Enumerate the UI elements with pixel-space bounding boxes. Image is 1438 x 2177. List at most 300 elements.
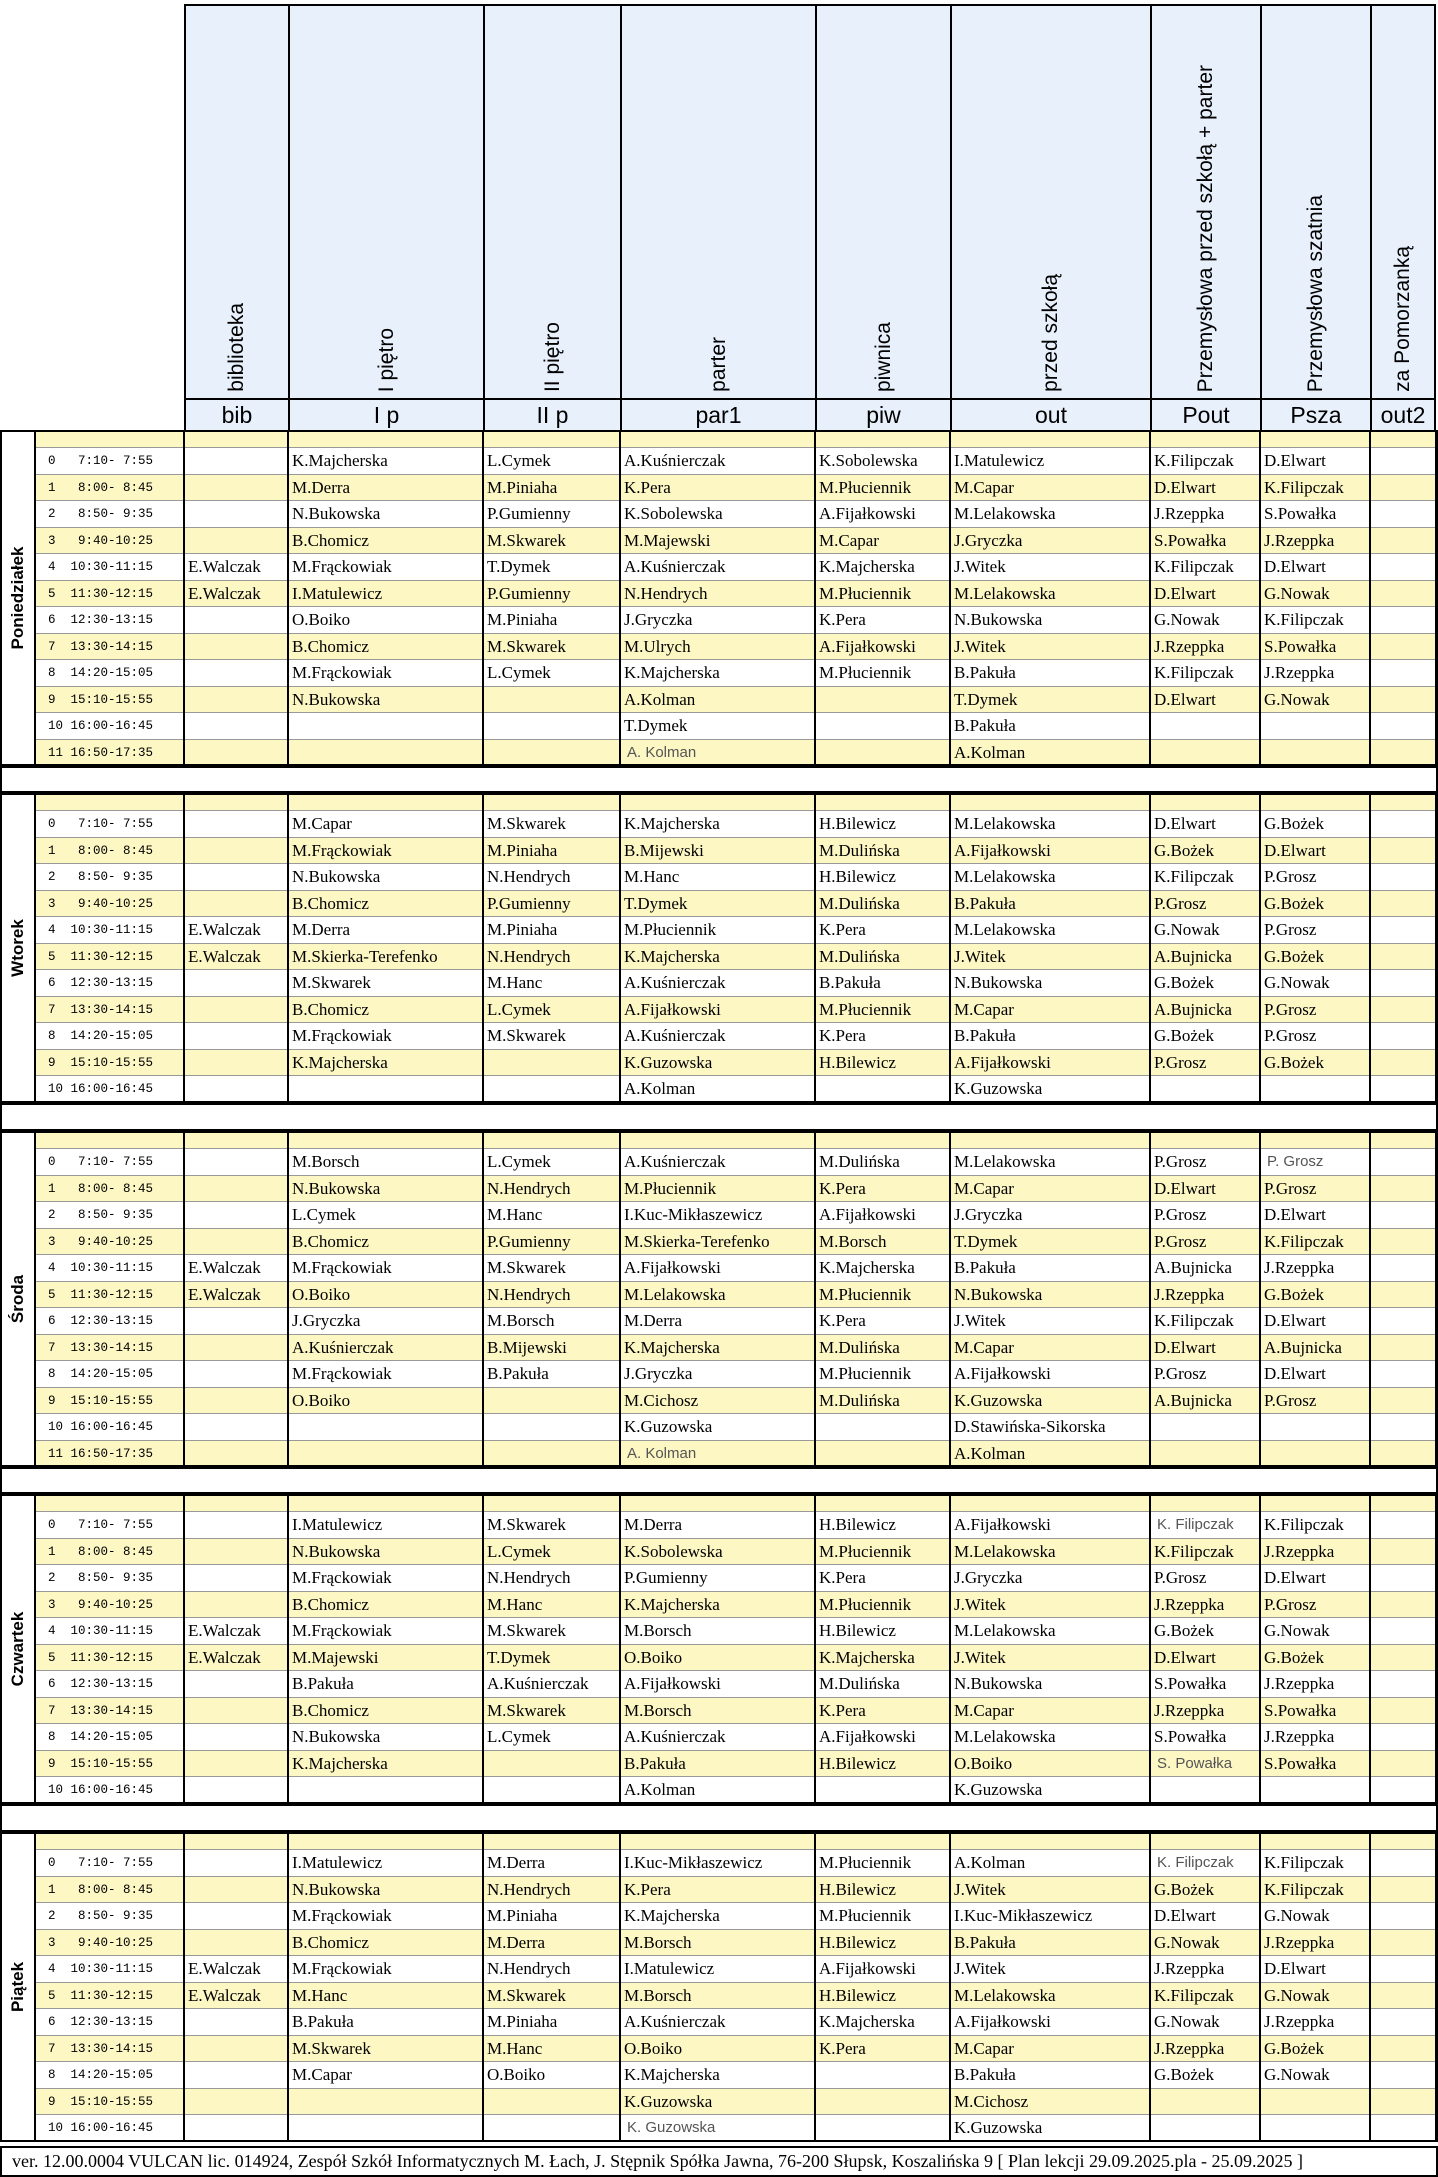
duty-cell: A.Kolman [950, 1850, 1150, 1876]
duty-cell [1370, 1255, 1436, 1281]
duty-cell: K.Majcherska [815, 1645, 950, 1671]
lesson-number: 1 [48, 480, 56, 495]
duty-cell: P.Grosz [1260, 1388, 1370, 1414]
duty-cell [1150, 713, 1260, 739]
lesson-hours: 16:00-16:45 [70, 2121, 154, 2135]
duty-cell [1370, 1335, 1436, 1361]
lesson-time [36, 1850, 184, 1876]
lesson-hours: 9:40-10:25 [70, 533, 154, 548]
duty-cell [184, 740, 288, 766]
duty-cell [1370, 1592, 1436, 1618]
duty-cell [184, 1202, 288, 1228]
column-header-out [950, 4, 1152, 400]
duty-cell [483, 740, 620, 766]
lesson-number: 5 [48, 1988, 56, 2003]
table-row [36, 1255, 1436, 1282]
duty-cell: K.Majcherska [620, 2062, 815, 2088]
duty-cell [184, 1512, 288, 1538]
lesson-number: 6 [48, 613, 56, 627]
lesson-hours: 10:30-11:15 [70, 1261, 154, 1275]
table-row [36, 501, 1436, 528]
lesson-hours: 8:00- 8:45 [70, 1882, 154, 1897]
lesson-time [36, 607, 184, 633]
duty-cell [1260, 1441, 1370, 1467]
duty-cell [1370, 1983, 1436, 2009]
duty-cell: N.Bukowska [288, 864, 483, 890]
lesson-hours: 9:40-10:25 [70, 1234, 154, 1249]
duty-cell: G.Bożek [1150, 838, 1260, 864]
duty-cell: B.Pakuła [950, 660, 1150, 686]
lesson-time [36, 1592, 184, 1618]
duty-cell: G.Nowak [1260, 2062, 1370, 2088]
duty-cell [184, 660, 288, 686]
lesson-number: 5 [48, 1650, 56, 1665]
duty-cell: O.Boiko [288, 1388, 483, 1414]
column-code: out2 [1370, 398, 1436, 432]
duty-cell: T.Dymek [483, 1645, 620, 1671]
duty-cell [1370, 634, 1436, 660]
duty-cell [483, 2089, 620, 2115]
duty-cell: P.Grosz [1150, 1202, 1260, 1228]
duty-cell [288, 1414, 483, 1440]
lesson-number: 9 [48, 1055, 56, 1070]
duty-cell: G.Nowak [1150, 917, 1260, 943]
duty-cell: H.Bilewicz [815, 1512, 950, 1538]
duty-cell [1370, 1023, 1436, 1049]
table-row [36, 2115, 1436, 2142]
duty-cell [1370, 917, 1436, 943]
duty-cell [1150, 1414, 1260, 1440]
duty-cell: B.Mijewski [620, 838, 815, 864]
duty-cell [1260, 2115, 1370, 2141]
duty-cell: N.Bukowska [288, 687, 483, 713]
duty-cell [483, 713, 620, 739]
duty-cell [1370, 475, 1436, 501]
duty-cell: M.Frąckowiak [288, 1565, 483, 1591]
table-row [36, 1512, 1436, 1539]
lesson-hours: 15:10-15:55 [70, 1393, 154, 1408]
duty-cell [1370, 740, 1436, 766]
duty-cell: J.Rzeppka [1260, 1255, 1370, 1281]
day-separator [0, 1467, 1438, 1494]
table-row [36, 2089, 1436, 2116]
table-row [36, 1023, 1436, 1050]
duty-cell: G.Bożek [1260, 2036, 1370, 2062]
duty-cell: I.Matulewicz [288, 581, 483, 607]
column-name: Przemysłowa przed szkołą + parter [1194, 64, 1217, 392]
table-row [36, 554, 1436, 581]
duty-cell [184, 713, 288, 739]
column-divider [1259, 1494, 1261, 1804]
duty-cell: S.Powałka [1260, 501, 1370, 527]
duty-cell: P.Grosz [1150, 891, 1260, 917]
duty-cell [288, 740, 483, 766]
column-name: piwnica [871, 321, 895, 392]
duty-cell: K.Filipczak [1260, 1877, 1370, 1903]
lesson-time [36, 1930, 184, 1956]
column-name: II piętro [540, 321, 564, 392]
duty-cell: B.Pakuła [950, 1023, 1150, 1049]
duty-cell: B.Chomicz [288, 1698, 483, 1724]
duty-cell: A.Bujnicka [1150, 1255, 1260, 1281]
lesson-hours: 15:10-15:55 [70, 1756, 154, 1771]
duty-cell: K.Pera [815, 1176, 950, 1202]
duty-cell: B.Mijewski [483, 1335, 620, 1361]
lesson-hours: 7:10- 7:55 [70, 454, 154, 468]
lesson-time [36, 1308, 184, 1334]
column-code: Psza [1260, 398, 1372, 432]
duty-cell [184, 475, 288, 501]
table-row [36, 1539, 1436, 1566]
column-code: II p [483, 398, 622, 432]
duty-cell [288, 1777, 483, 1803]
duty-cell: K.Filipczak [1260, 1229, 1370, 1255]
duty-cell: M.Frąckowiak [288, 1361, 483, 1387]
lesson-time [36, 2009, 184, 2035]
lesson-hours: 14:20-15:05 [70, 2068, 154, 2082]
duty-cell [184, 1877, 288, 1903]
duty-cell: B.Pakuła [815, 970, 950, 996]
duty-cell [1370, 607, 1436, 633]
duty-cell: K.Majcherska [288, 1050, 483, 1076]
duty-cell [184, 970, 288, 996]
duty-cell [184, 1441, 288, 1467]
duty-cell: J.Rzeppka [1260, 1724, 1370, 1750]
duty-cell: B.Chomicz [288, 634, 483, 660]
duty-cell: T.Dymek [483, 554, 620, 580]
column-code: piw [815, 398, 952, 432]
lesson-time [36, 687, 184, 713]
table-row [36, 1850, 1436, 1877]
duty-cell: N.Bukowska [950, 1282, 1150, 1308]
duty-cell: M.Skwarek [288, 970, 483, 996]
lesson-hours: 12:30-13:15 [70, 976, 154, 990]
duty-cell: K.Sobolewska [620, 501, 815, 527]
lesson-time [36, 1983, 184, 2009]
lesson-number: 2 [48, 1208, 56, 1222]
duty-cell [184, 891, 288, 917]
duty-cell [1370, 2115, 1436, 2141]
duty-cell [288, 2115, 483, 2141]
lesson-hours: 11:30-12:15 [70, 1650, 154, 1665]
duty-cell [1370, 944, 1436, 970]
duty-cell: M.Lelakowska [950, 1149, 1150, 1175]
column-divider [1149, 430, 1151, 766]
duty-cell: T.Dymek [620, 713, 815, 739]
lesson-number: 1 [48, 1544, 56, 1559]
duty-cell [184, 1308, 288, 1334]
column-divider [949, 1494, 951, 1804]
duty-cell: A.Fijałkowski [950, 1050, 1150, 1076]
duty-cell: O.Boiko [483, 2062, 620, 2088]
day-name: Piątek [8, 1961, 27, 2012]
duty-cell: N.Hendrych [483, 1282, 620, 1308]
duty-cell: T.Dymek [950, 687, 1150, 713]
duty-cell [184, 2115, 288, 2141]
duty-cell: K.Pera [815, 1698, 950, 1724]
duty-cell: J.Gryczka [620, 607, 815, 633]
lesson-time [36, 1751, 184, 1777]
duty-cell: M.Lelakowska [950, 917, 1150, 943]
table-row [36, 1956, 1436, 1983]
duty-cell: M.Piniaha [483, 2009, 620, 2035]
lesson-number: 10 [48, 1082, 64, 1096]
duty-cell: M.Skierka-Terefenko [288, 944, 483, 970]
duty-cell: K.Pera [815, 1023, 950, 1049]
lesson-hours: 13:30-14:15 [70, 1340, 154, 1355]
duty-cell: G.Nowak [1260, 1618, 1370, 1644]
duty-cell: A.Kuśnierczak [483, 1671, 620, 1697]
lesson-hours: 14:20-15:05 [70, 1367, 154, 1381]
lesson-number: 0 [48, 1155, 56, 1169]
duty-cell: M.Hanc [288, 1983, 483, 2009]
duty-cell: K.Majcherska [288, 1751, 483, 1777]
duty-cell: I.Matulewicz [620, 1956, 815, 1982]
duty-cell: B.Chomicz [288, 1930, 483, 1956]
lesson-time [36, 581, 184, 607]
duty-cell: K.Majcherska [620, 1903, 815, 1929]
column-name: przed szkołą [1039, 274, 1062, 392]
duty-cell: K.Filipczak [1260, 607, 1370, 633]
duty-cell: N.Hendrych [483, 864, 620, 890]
lesson-time [36, 1698, 184, 1724]
duty-cell: M.Capar [288, 811, 483, 837]
duty-cell: K.Filipczak [1260, 475, 1370, 501]
lesson-hours: 16:00-16:45 [70, 719, 154, 733]
duty-cell: H.Bilewicz [815, 1877, 950, 1903]
duty-cell: D.Elwart [1150, 581, 1260, 607]
duty-cell: M.Płuciennik [815, 1592, 950, 1618]
duty-cell: K.Majcherska [815, 2009, 950, 2035]
duty-cell: M.Hanc [483, 1592, 620, 1618]
footer-license: ver. 12.00.0004 VULCAN lic. 014924, Zespół Szkół Informatycznych M. Łach, J. Stępnik Spółka Jawna, 76-200 Słupsk, Koszalińska 9 [ Plan lekcji 29.09.2025.pla - 25.09.2025 ] [0, 2146, 1438, 2177]
duty-cell: L.Cymek [483, 1724, 620, 1750]
duty-cell: K.Majcherska [815, 554, 950, 580]
duty-cell: D.Elwart [1150, 475, 1260, 501]
duty-cell: P.Grosz [1260, 1592, 1370, 1618]
duty-cell [288, 1441, 483, 1467]
duty-cell [184, 811, 288, 837]
duty-cell: K.Guzowska [950, 1777, 1150, 1803]
table-row [36, 1671, 1436, 1698]
column-code: bib [184, 398, 290, 432]
duty-cell: P.Grosz [1150, 1149, 1260, 1175]
table-row [36, 1645, 1436, 1672]
lesson-hours: 7:10- 7:55 [70, 1155, 154, 1169]
duty-cell: P.Grosz [1150, 1361, 1260, 1387]
duty-cell [184, 1850, 288, 1876]
duty-cell: K.Filipczak [1260, 1850, 1370, 1876]
column-code: out [950, 398, 1152, 432]
duty-cell: P.Gumienny [483, 581, 620, 607]
lesson-time [36, 1777, 184, 1803]
duty-cell: M.Borsch [483, 1308, 620, 1334]
duty-cell: M.Capar [950, 1335, 1150, 1361]
table-row [36, 997, 1436, 1024]
duty-cell [1260, 1414, 1370, 1440]
lesson-hours: 7:10- 7:55 [70, 1518, 154, 1532]
duty-cell: M.Lelakowska [950, 1724, 1150, 1750]
duty-cell: O.Boiko [620, 1645, 815, 1671]
duty-cell: H.Bilewicz [815, 1618, 950, 1644]
duty-cell [1150, 2089, 1260, 2115]
table-row [36, 1176, 1436, 1203]
lesson-hours: 15:10-15:55 [70, 692, 154, 707]
duty-cell: M.Capar [950, 1698, 1150, 1724]
duty-cell [184, 1335, 288, 1361]
lesson-number: 8 [48, 2068, 56, 2082]
duty-cell [1150, 2115, 1260, 2141]
column-divider [183, 1832, 185, 2142]
lesson-hours: 8:00- 8:45 [70, 480, 154, 495]
duty-cell: K.Majcherska [620, 1335, 815, 1361]
duty-cell: E.Walczak [184, 554, 288, 580]
duty-cell: N.Bukowska [288, 1176, 483, 1202]
duty-cell: A.Fijałkowski [950, 1512, 1150, 1538]
duty-cell: A. Kolman [620, 1441, 815, 1467]
duty-cell: J.Witek [950, 634, 1150, 660]
lesson-number: 3 [48, 533, 56, 548]
day-label-3 [0, 1494, 36, 1804]
duty-cell: M.Skwarek [483, 528, 620, 554]
duty-cell: M.Skwarek [483, 1618, 620, 1644]
duty-cell: M.Dulińska [815, 1388, 950, 1414]
day-name: Poniedziałek [8, 546, 27, 650]
column-divider [482, 430, 484, 766]
table-row [36, 687, 1436, 714]
table-row [36, 1441, 1436, 1468]
lesson-number: 1 [48, 843, 56, 858]
lesson-time [36, 554, 184, 580]
duty-cell: K.Majcherska [620, 944, 815, 970]
duty-cell [483, 1777, 620, 1803]
duty-cell: N.Bukowska [288, 501, 483, 527]
lesson-number: 0 [48, 1856, 56, 1870]
lesson-time [36, 1877, 184, 1903]
column-divider [183, 793, 185, 1103]
duty-cell: L.Cymek [483, 660, 620, 686]
duty-cell: E.Walczak [184, 1983, 288, 2009]
duty-cell: D.Elwart [1150, 811, 1260, 837]
duty-cell: L.Cymek [483, 448, 620, 474]
duty-cell: I.Matulewicz [950, 448, 1150, 474]
table-row [36, 1983, 1436, 2010]
duty-cell: A.Fijałkowski [815, 1724, 950, 1750]
table-row [36, 970, 1436, 997]
duty-cell: S.Powałka [1260, 1751, 1370, 1777]
duty-cell: B.Pakuła [950, 2062, 1150, 2088]
duty-cell: M.Płuciennik [620, 1176, 815, 1202]
lesson-hours: 7:10- 7:55 [70, 817, 154, 831]
lesson-hours: 14:20-15:05 [70, 666, 154, 680]
column-divider [619, 793, 621, 1103]
duty-cell: J.Rzeppka [1260, 528, 1370, 554]
duty-cell: M.Płuciennik [815, 581, 950, 607]
duty-cell [184, 1930, 288, 1956]
duty-cell: P.Grosz [1260, 1176, 1370, 1202]
duty-cell: M.Dulińska [815, 1671, 950, 1697]
column-divider [814, 1494, 816, 1804]
duty-cell: M.Capar [950, 2036, 1150, 2062]
lesson-number: 10 [48, 2121, 64, 2135]
day-lead-strip [36, 1832, 1436, 1850]
duty-cell: I.Kuc-Mikłaszewicz [620, 1202, 815, 1228]
lesson-time [36, 2089, 184, 2115]
column-divider [1149, 793, 1151, 1103]
duty-cell: E.Walczak [184, 1645, 288, 1671]
lesson-hours: 16:50-17:35 [70, 1446, 154, 1461]
column-divider [1259, 1832, 1261, 2142]
day-lead-strip [36, 430, 1436, 448]
duty-cell: M.Majewski [620, 528, 815, 554]
duty-cell: G.Bożek [1260, 891, 1370, 917]
day-label-1 [0, 793, 36, 1103]
duty-cell [1150, 1076, 1260, 1102]
duty-cell [815, 1441, 950, 1467]
duty-cell: E.Walczak [184, 581, 288, 607]
lesson-number: 10 [48, 1420, 64, 1434]
duty-cell: M.Płuciennik [815, 1539, 950, 1565]
duty-cell [184, 2062, 288, 2088]
column-name: biblioteka [225, 303, 248, 392]
duty-cell [184, 1903, 288, 1929]
column-divider [183, 430, 185, 766]
table-row [36, 1930, 1436, 1957]
table-row [36, 475, 1436, 502]
table-row [36, 2009, 1436, 2036]
column-divider [1369, 1832, 1371, 2142]
duty-cell: M.Piniaha [483, 475, 620, 501]
table-row [36, 1565, 1436, 1592]
duty-cell [288, 1076, 483, 1102]
column-header-piw [815, 4, 952, 400]
duty-cell: N.Hendrych [483, 1877, 620, 1903]
duty-cell: K.Guzowska [950, 2115, 1150, 2141]
duty-cell: N.Bukowska [950, 970, 1150, 996]
duty-cell [1370, 713, 1436, 739]
lesson-time [36, 1724, 184, 1750]
duty-cell [288, 2089, 483, 2115]
duty-cell: A.Bujnicka [1150, 944, 1260, 970]
duty-cell: N.Bukowska [950, 1671, 1150, 1697]
duty-cell: J.Gryczka [288, 1308, 483, 1334]
duty-cell: K.Guzowska [950, 1388, 1150, 1414]
lesson-number: 5 [48, 1287, 56, 1302]
duty-cell: J.Rzeppka [1150, 1592, 1260, 1618]
column-divider [183, 1131, 185, 1467]
day-name: Środa [8, 1274, 27, 1324]
duty-cell: M.Lelakowska [950, 501, 1150, 527]
lesson-number: 4 [48, 923, 56, 937]
lesson-time [36, 1539, 184, 1565]
duty-cell: N.Hendrych [483, 1176, 620, 1202]
duty-cell: A.Fijałkowski [950, 1361, 1150, 1387]
column-divider [949, 793, 951, 1103]
duty-cell: G.Nowak [1260, 687, 1370, 713]
duty-cell: B.Pakuła [950, 891, 1150, 917]
duty-cell: M.Hanc [483, 1202, 620, 1228]
duty-cell [1370, 970, 1436, 996]
lesson-number: 0 [48, 454, 56, 468]
duty-cell: B.Pakuła [483, 1361, 620, 1387]
duty-cell [1260, 713, 1370, 739]
duty-cell: S. Powałka [1150, 1751, 1260, 1777]
column-divider [1435, 1494, 1437, 1804]
column-divider [482, 1832, 484, 2142]
duty-cell: M.Frąckowiak [288, 1903, 483, 1929]
duty-cell: M.Borsch [620, 1930, 815, 1956]
duty-cell [483, 687, 620, 713]
